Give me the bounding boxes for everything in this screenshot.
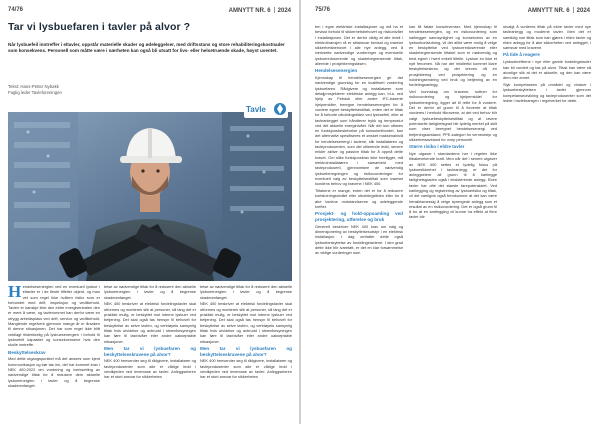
paragraph: utvalgt å vurderes tiltak på eldre tavler med nye tavleanlegg og moderne tavler. Men det er samtidig noe tiltak som kan gjøres i eldre tavler og eldre anlegg for å øke sikkerheten ved anlegget, i samsvar med kravene.: [503, 24, 591, 51]
header-divider: [274, 7, 275, 13]
page-header: [8, 7, 291, 19]
paragraph: tetse av nødvendige tiltak for å redusere den aktuelle lysbueenergien i tavler og å begrense skadeomfanget.: [104, 284, 196, 300]
paragraph: NEK 400 beskriver at elektrisk fordelingstavler skal utformes og monteres slik at personer, så lang det er praktisk mulig, er beskyttet mot interne lysbuer ved betjening. Det skal også tas hensyn til behovet for beskyttelse av selve tavlen, og verktøyets sansynlig tiltak hvis utvidelse og avbrudd i strømforsyningen kan føre til lastnivåer eller andre uakseptable situasjoner.: [104, 301, 196, 344]
left-page: [0, 0, 299, 424]
paragraph: ten i egne elektriske installasjoner og må ha et bevisst forhold til sikkerhetsbehovet og risikonivået i installasjonen. Det er derfor viktig at alle leddi i elektrobransjen rå er sittansvar bevisst og ivaretar sikkerhetsbehovet i alle nye anlegg, ved å iverksette nødvendige vurderinger og eventuelle lysbuereduserende og skadebegrensende tiltak, allerede i prosjekteringsfasen.: [315, 24, 403, 67]
intro-text: endelsesenergien ved en eventuell lysbue i eltavler er i de fleste tilfeller ukjent, og man vet som regel ikke hvilken risiko som er forbundet med drift, inspeksjon og vedlikehold. Tavlen er kanskje ikke den eldre energisentralen den er ment å være, og tavlerommet kan derfor være en utrygg arbeidsplass ved drift, service og vedlikehold. Manglende regelverk gjennom mange år er årsaken til denne situasjonen. Det har som regel ikke blitt vektlagt tilstrekkelig på lysbuesenergien i forhold til lysbuefeil kapasitet og konsekvensene hvis den skulle inntreffe.: [8, 284, 100, 348]
paragraph: tetse av nødvendige tiltak for å redusere den aktuelle lysbueenergien i tavler og å begrense skadeomfanget.: [200, 284, 292, 300]
logo-text: Tavle: [246, 105, 266, 114]
tavle-logo: [244, 100, 288, 118]
paragraph: Kjennskap til hendelsesenergien gir det nødvendige grunnlag for en kvalifisert vurdering lysbuefaren. Rådgivere og installatører som detaljprosjekterer elektriske anlegg kan, bl.a. ved hjelp av Febdok eller andre IFC-baserte hjelpemidler, beregne hendelsesenergien for å vurdere egnet beskyttelsestiltak, enten det er tiltak for å forkorte utkoblingstiden ved lysbuefeil, eller at tavleanlegget som håndterer trykk og temperatur ved det aktuelle energinivået. Når det kun utføres en funksjonsbeskrivelse på konsulentbordet, kan det alternativt spesifiseres et ønsket maksimalnivå for hendelsesenergi i tavlene, slik installatøren og tavleprodusenten, som det utførende ledd, senere enkler aktive og passive tiltak for å oppnå dette kravet. Om slike funksjonskrav ikke foreligger, må elektroinstallatøren i samarbeid med tavleprodusent, gjennomføre de nødvendig lysbueberegningen og risikovurderinger for eventuelt valg av beskyttelsestiltak som ivaretar kundens behov og kravene i NEK 400.: [315, 75, 403, 187]
paragraph: Tiltakene er mange, enten det er for å redusere kortslutningsnivået eller utkoblingstiden eller for å øke tavlens motstandsevne og ødeleggende krefter.: [315, 188, 403, 209]
right-column-2: [409, 24, 497, 221]
paragraph: Lysbuekrefterne i nye eller gamle fordelingstavler kan bli vurdert og tas på alvor. Tiltak kan være så alvorlige slik at det er aktuelle, og den kan være dem mer annet.: [503, 59, 591, 81]
paragraph: NEK 400 henvender seg til rådgivere, installatører og tavleprodusenter som alle er viktige ledd i verdikjeden ved leveranse av tavler. Anleggseieren har et stort ansvar for sikkerheten: [200, 358, 292, 380]
magazine-year: 2024: [277, 8, 291, 14]
paragraph: kan få fatale konsekvenser. Med kjennskap til hendelsesenergien, og en risikovurdering som kartlegger sannsynlighet og konsekvens av en lysbuekortslutning, vil det alltid være mulig å velge en beskyttelse ved lysbuereduserende eller skadebegrensende tiltaket som er nødvendig og best egnet i hvert enkelt tilfelle. Lysbue en ikke et nytt fenomen. Nå har det imidlertid kommet klare beskyttelseskrav, og det kreves nå en prosjektering ved prosjektering og en holdningsendring ved bruk og betjening av en fordelingsanlegg.: [409, 24, 497, 88]
left-column-3: [200, 284, 292, 381]
worker-crossed-arms-image: [8, 112, 292, 281]
intro-paragraph: [8, 284, 100, 348]
left-column-1: [8, 284, 100, 390]
right-column-3: [503, 24, 591, 105]
subheading-prosjektering: Prosjekt- og hold-oppsamling ved prosjektering, utførelse og bruk: [315, 211, 403, 222]
header-divider: [573, 7, 574, 13]
paragraph: Nye utgaver i standardene har i regelen ikke tilbakevirkende kraft. Men når det i senere utgaver av NEK 400 settes et tydelig fokus på lysbuesikkerhet i tavleanlegg, er det for anleggseiere all grunn til å kartlegge farlighetsgraden også i eksisterende anlegg. Eldre tavler har ofte det største farepotensialet. Ved kartlegging og registrering av lysbuerisiko og tiltak, vil det vanligvis også fremkomme at det kan være hensiktsmessig å velge sprengede anlegg som et resultat av en risikovurdering. Det er også grunn til å tro at en kartlegging vil kunne ha effekt at flere tavler blir: [409, 150, 497, 220]
article-title: Tar vi lysbuefaren i tavler på alvor ?: [8, 21, 191, 33]
byline-author: Tekst: Hans-Petter Nybakk: [8, 84, 59, 89]
byline-role: Faglig leder Tavleforeningen: [8, 89, 62, 95]
dropcap: H: [8, 282, 22, 301]
paragraph: Med dette utgangspunktet må det ansees som kjent kommunikasjon og bør tas inn, det har kommet krav i NEK 400:2022 om vurdering og iverksetting av nødvendige tiltak for å redusere dem aktuelle lysbueenergien i tavler og å begrense skadeomfanget.: [8, 356, 100, 388]
page-number: 74/76: [8, 7, 24, 13]
magazine-name: AMNYTT NR. 6: [527, 8, 570, 14]
left-column-2: [104, 284, 196, 381]
magazine-issue: [229, 7, 291, 14]
subheading-alvor-2: Men tar vi lysbuefaren og beskyttelseskravene på alvor?: [200, 345, 292, 357]
magazine-name: AMNYTT NR. 6: [228, 8, 271, 14]
page-number: 75/76: [315, 7, 331, 13]
paragraph: NEK 400 henvender seg til rådgivere, installatører og tavleprodusenter som alle er viktige ledd i verdikjeden ved leveranse av tavler. Anleggseieren har et stort ansvar for sikkerheten: [104, 358, 196, 380]
tavle-logo-mark: [244, 100, 288, 118]
paragraph: Ved kunnskap om kravene, suttner for risikovurdering og hjelpemiddel for lysbueberegning, ligger alt til rette for å vurdere. Det er derfor all grunn til å forvente at tiltak vurderes i henhold tilkravene, at det ved behov blir valgt lysbuebeskyttelsestiltak og at lavere potensielle farlighetsgrad blir tydelig merket på skilt som viser beregnet hendelsesenergi ved betjeningsavstand, PPE-kategori for verneutstyr og sikkerhetsavstand for uvep personell.: [409, 89, 498, 142]
right-column-1: [315, 24, 403, 257]
right-page: [301, 0, 600, 424]
paragraph: Slyk kompetansen på området og vinduer i lysbuebeskyttelsen i tavler gjennom kompetanseutvikling og tavleprodusenter som det ledde i tavlebransjen i regelverket for dette.: [503, 82, 591, 103]
magazine-issue: [528, 7, 590, 14]
subheading-beskyttelseskrav: Beskyttelseskrav: [8, 349, 46, 355]
paragraph: NEK 400 beskriver at elektrisk fordelingstavler skal utformes og monteres slik at personer, så lang det er praktisk mulig, er beskyttet mot interne lysbuer ved betjening. Det skal også tas hensyn til behovet for beskyttelse av selve tavlen, og verktøyets sansynlig tiltak hvis utvidelse og avbrudd i strømforsyningen kan føre til lastnivåer eller andre uakseptable situasjoner.: [200, 301, 292, 344]
article-photo: [8, 112, 292, 281]
subheading-hendelsesenergien: Hendelsesenergien: [315, 68, 358, 74]
subheading-alvor: Men tar vi lysbuefaren og beskyttelseskravene på alvor?: [104, 345, 196, 357]
subheading-pa-tide: På tide å reagere: [503, 52, 540, 58]
byline: [8, 84, 62, 95]
subheading-eldre-tavler: Større risiko i eldre tavler: [409, 144, 465, 150]
article-lead: Når lysbuefeil inntreffer i eltavler, oppstår materielle skader og ødeleggelser, med driftsstans og store rehabiliteringskostnader som konsekvens. Personell som måtte være i nærheten kan også bli utsatt for livs- eller helsetruende skade, høyst uventet.: [8, 42, 285, 54]
magazine-year: 2024: [576, 8, 590, 14]
paragraph: Generelt beskriver NEK 400 krav om valg og dimensjonering av beskyttelsesutstyr i en elektrisk installasjon. I dag omfatter dette også lysbuebeskyttelse av fordelingstavlene. I den grad dette ikke blir ivaretatt, er det en klar forsømmelse av viktige vurderinger som: [315, 223, 403, 256]
page-header: [315, 7, 590, 19]
